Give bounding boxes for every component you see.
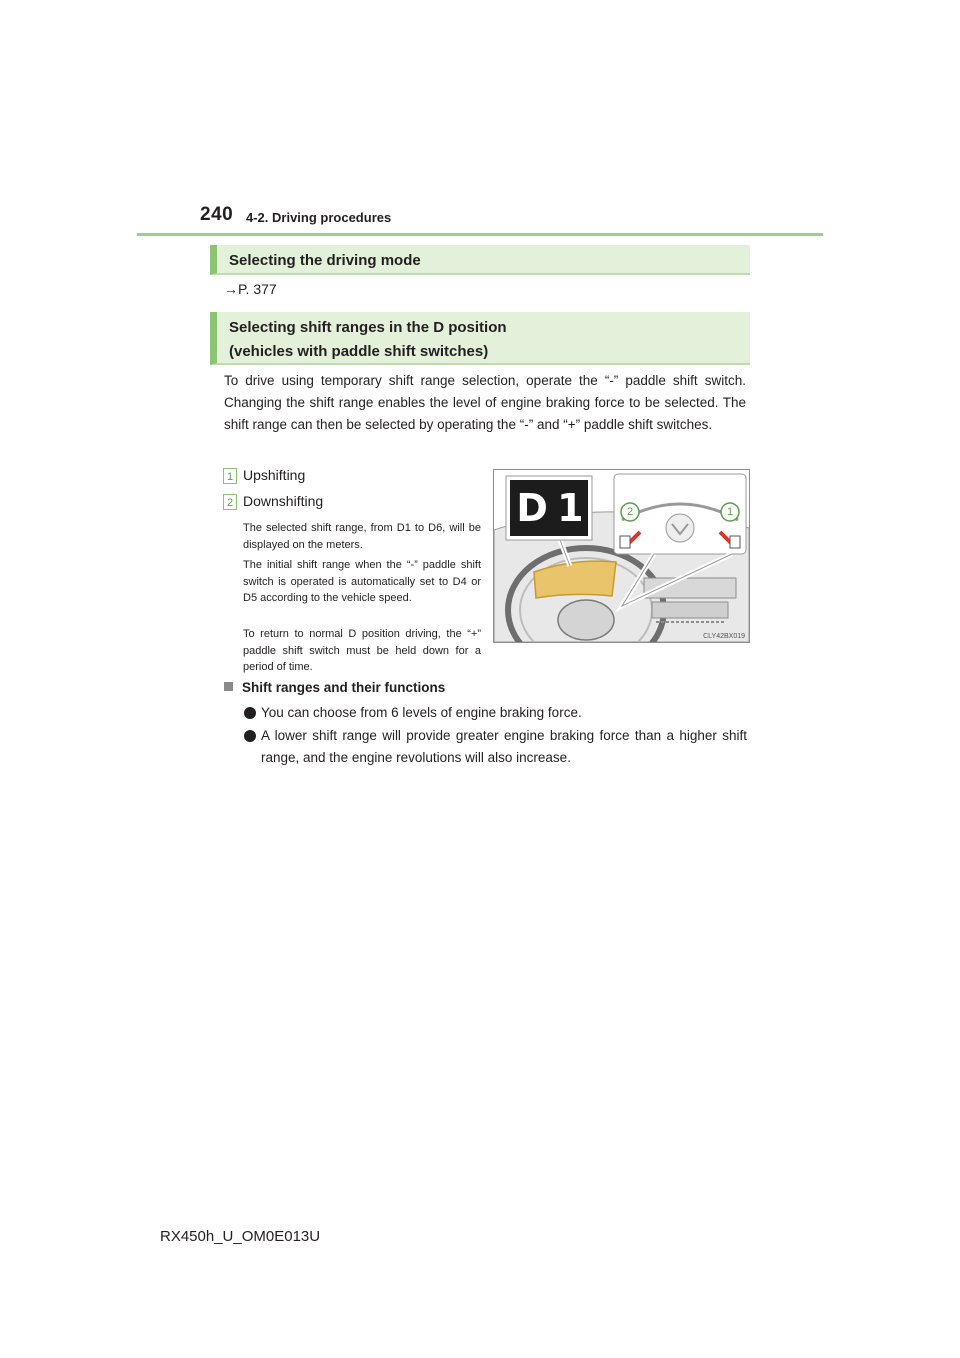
note-return-normal: To return to normal D position driving, the “+” paddle shift switch must be held down for a period of time. (243, 628, 481, 673)
illustration-code: CLY42BX019 (703, 633, 745, 640)
note-initial-range: The initial shift range when the “-” paddle shift switch is operated is automatically set to D4 or D5 according to the vehicle speed. (243, 559, 481, 604)
number-badge-2: 2 (223, 494, 237, 510)
item-downshifting: Downshifting (243, 493, 324, 509)
heading-shift-ranges (210, 312, 750, 365)
intro-paragraph: To drive using temporary shift range selection, operate the “-” paddle shift switch. Changing the shift range enables the level of engine braking force to be selected. The shift range can then be selected by operating the “-” and “+” paddle shift switches. (224, 373, 746, 432)
note-display: The selected shift range, from D1 to D6, will be displayed on the meters. (243, 522, 481, 551)
heading-driving-mode-text: Selecting the driving mode (229, 252, 421, 269)
callout-1: 1 (726, 506, 734, 518)
page-reference-link[interactable]: →P. 377 (224, 281, 277, 297)
subheading-shift-ranges (224, 680, 445, 695)
heading-driving-mode (210, 245, 750, 275)
item-upshifting: Upshifting (243, 467, 306, 483)
bullet-dot-icon (244, 707, 256, 719)
bullet-dot-icon (244, 730, 256, 742)
bullet-lower-range: A lower shift range will provide greater engine braking force than a higher shift range, and the engine revolutions will also increase. (261, 728, 747, 765)
section-label: 4-2. Driving procedures (246, 210, 392, 225)
callout-2: 2 (626, 506, 634, 518)
heading-shift-ranges-line1: Selecting shift ranges in the D position (229, 319, 507, 336)
square-bullet-icon (224, 682, 233, 691)
dashboard-illustration (493, 469, 750, 643)
header-rule (137, 233, 823, 236)
page-number: 240 (200, 204, 234, 225)
gear-display-text: D 1 (516, 486, 582, 530)
footer-code: RX450h_U_OM0E013U (160, 1228, 321, 1245)
bullet-braking-levels: You can choose from 6 levels of engine braking force. (261, 705, 582, 720)
number-badge-1: 1 (223, 468, 237, 484)
heading-shift-ranges-line2: (vehicles with paddle shift switches) (229, 343, 489, 360)
subheading-text: Shift ranges and their functions (242, 680, 446, 695)
